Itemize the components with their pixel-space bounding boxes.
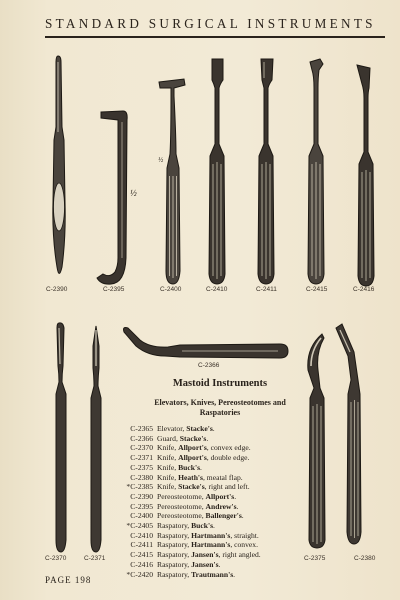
item-type: Knife, bbox=[157, 462, 179, 472]
item-detail: . bbox=[236, 501, 239, 511]
item-type: Knife, bbox=[157, 482, 179, 492]
item-name: Heath's bbox=[178, 472, 203, 482]
item-name: Stacke's bbox=[178, 482, 205, 492]
instrument-c2415-illustration bbox=[303, 56, 335, 286]
item-name: Buck's bbox=[191, 521, 214, 531]
label-c2371: C-2371 bbox=[84, 555, 106, 562]
item-code: C-2375 bbox=[130, 462, 153, 472]
item-name: Allport's bbox=[178, 443, 207, 453]
item-description bbox=[157, 570, 235, 580]
list-item bbox=[116, 511, 336, 521]
item-detail: , straight. bbox=[230, 530, 259, 540]
item-type: Raspatory, bbox=[157, 559, 192, 569]
list-item bbox=[116, 540, 336, 550]
list-item bbox=[116, 521, 336, 531]
item-detail: . bbox=[206, 433, 209, 443]
item-code: C-2411 bbox=[130, 540, 153, 550]
item-name: Allport's bbox=[178, 453, 207, 463]
instrument-c2370-illustration bbox=[50, 320, 74, 556]
list-item bbox=[116, 434, 336, 444]
instrument-c2416-illustration bbox=[352, 62, 382, 292]
item-code: C-2365 bbox=[130, 424, 153, 433]
item-description bbox=[157, 521, 215, 531]
item-type: Pereosteotome, bbox=[157, 511, 206, 521]
item-code: C-2400 bbox=[130, 511, 153, 521]
item-description bbox=[157, 434, 208, 444]
item-code: C-2370 bbox=[130, 443, 153, 453]
item-name: Ballenger's bbox=[205, 511, 242, 521]
item-code: *C-2405 bbox=[126, 521, 153, 531]
section-subtitle-line1: Elevators, Knives, Pereosteotomes and bbox=[154, 398, 286, 407]
label-c2370: C-2370 bbox=[45, 555, 67, 562]
item-name: Stacke's bbox=[186, 424, 213, 433]
item-description bbox=[157, 550, 261, 560]
label-c2400: C-2400 bbox=[160, 286, 182, 293]
instrument-c2380-illustration bbox=[334, 320, 374, 550]
item-type: Pereosteotome, bbox=[157, 501, 206, 511]
item-type: Guard, bbox=[157, 433, 180, 443]
section-subtitle-line2: Raspatories bbox=[199, 408, 241, 417]
item-name: Stacke's bbox=[179, 433, 207, 443]
item-name: Allport's bbox=[205, 491, 235, 501]
label-c2410: C-2410 bbox=[206, 286, 228, 293]
item-description bbox=[157, 511, 244, 521]
label-c2375: C-2375 bbox=[304, 555, 326, 562]
item-description bbox=[157, 453, 249, 463]
item-type: Knife, bbox=[157, 443, 179, 453]
item-detail: , double edge. bbox=[206, 453, 250, 463]
item-name: Buck's bbox=[178, 462, 201, 472]
item-name: Trautmann's bbox=[191, 569, 234, 579]
instrument-c2395-illustration bbox=[93, 108, 133, 288]
item-description bbox=[157, 502, 239, 512]
item-type: Knife, bbox=[157, 453, 179, 463]
item-description bbox=[157, 560, 220, 570]
item-detail: , right angled. bbox=[218, 550, 261, 560]
label-c2415: C-2415 bbox=[306, 286, 328, 293]
item-detail: . bbox=[241, 511, 244, 521]
item-type: Elevator, bbox=[157, 424, 187, 433]
item-code: C-2415 bbox=[130, 550, 153, 560]
item-description bbox=[157, 492, 236, 502]
item-detail: . bbox=[234, 491, 237, 501]
item-description bbox=[157, 540, 258, 550]
item-detail: , convex. bbox=[230, 540, 258, 550]
list-item bbox=[116, 453, 336, 463]
item-description bbox=[157, 424, 215, 434]
item-code: C-2366 bbox=[130, 433, 153, 443]
item-type: Raspatory, bbox=[157, 569, 192, 579]
item-code: C-2371 bbox=[130, 453, 153, 463]
instrument-c2371-illustration bbox=[85, 324, 109, 560]
item-code: C-2380 bbox=[130, 472, 153, 482]
item-detail: , meatal flap. bbox=[203, 472, 243, 482]
header-rule bbox=[45, 36, 385, 38]
label-c2366: C-2366 bbox=[198, 362, 220, 369]
item-code: *C-2420 bbox=[126, 569, 153, 579]
item-type: Raspatory, bbox=[157, 540, 192, 550]
item-code: C-2390 bbox=[130, 491, 153, 501]
page-number: PAGE 198 bbox=[45, 575, 92, 585]
instrument-c2410-illustration bbox=[203, 56, 233, 286]
section-title: Mastoid Instruments bbox=[172, 378, 268, 389]
instrument-list bbox=[116, 424, 336, 579]
item-name: Jansen's bbox=[191, 559, 219, 569]
item-code: C-2395 bbox=[130, 501, 153, 511]
item-name: Hartmann's bbox=[191, 530, 231, 540]
item-detail: , right and left. bbox=[204, 482, 250, 492]
item-name: Hartmann's bbox=[191, 540, 231, 550]
list-item bbox=[116, 492, 336, 502]
scale-half-mid: ½ bbox=[158, 156, 164, 164]
label-c2390: C-2390 bbox=[46, 286, 68, 293]
list-item bbox=[116, 473, 336, 483]
item-code: *C-2385 bbox=[126, 482, 153, 492]
item-code: C-2410 bbox=[130, 530, 153, 540]
list-item bbox=[116, 531, 336, 541]
item-detail: . bbox=[212, 424, 215, 433]
item-detail: . bbox=[213, 521, 215, 531]
list-item bbox=[116, 482, 336, 492]
item-type: Raspatory, bbox=[157, 521, 192, 531]
item-type: Pereosteotome, bbox=[157, 491, 206, 501]
list-item bbox=[116, 463, 336, 473]
section-subtitle bbox=[120, 398, 320, 418]
label-c2416: C-2416 bbox=[353, 286, 375, 293]
label-c2395: C-2395 bbox=[103, 286, 125, 293]
item-description bbox=[157, 443, 251, 453]
item-type: Raspatory, bbox=[157, 550, 192, 560]
label-c2411: C-2411 bbox=[256, 286, 277, 293]
list-item bbox=[116, 443, 336, 453]
instrument-c2400-illustration bbox=[154, 76, 194, 286]
item-description bbox=[157, 473, 243, 483]
item-code: C-2416 bbox=[130, 559, 153, 569]
item-detail: . bbox=[200, 462, 202, 472]
instrument-c2366-illustration bbox=[120, 322, 290, 362]
list-item bbox=[116, 560, 336, 570]
page-header: STANDARD SURGICAL INSTRUMENTS bbox=[45, 16, 376, 31]
list-item bbox=[116, 570, 336, 580]
item-type: Raspatory, bbox=[157, 530, 192, 540]
instrument-c2390-illustration bbox=[44, 52, 74, 292]
item-description bbox=[157, 482, 250, 492]
list-item bbox=[116, 502, 336, 512]
list-item bbox=[116, 424, 336, 434]
item-detail: . bbox=[218, 559, 221, 569]
item-detail: . bbox=[233, 569, 236, 579]
item-detail: , convex edge. bbox=[206, 443, 251, 453]
instrument-c2411-illustration bbox=[252, 56, 282, 286]
item-name: Jansen's bbox=[191, 550, 219, 560]
item-type: Knife, bbox=[157, 472, 179, 482]
list-item bbox=[116, 550, 336, 560]
item-name: Andrew's bbox=[205, 501, 237, 511]
item-description bbox=[157, 531, 259, 541]
item-description bbox=[157, 463, 202, 473]
label-c2380: C-2380 bbox=[354, 555, 376, 562]
scale-half-left: ½ bbox=[130, 188, 137, 198]
